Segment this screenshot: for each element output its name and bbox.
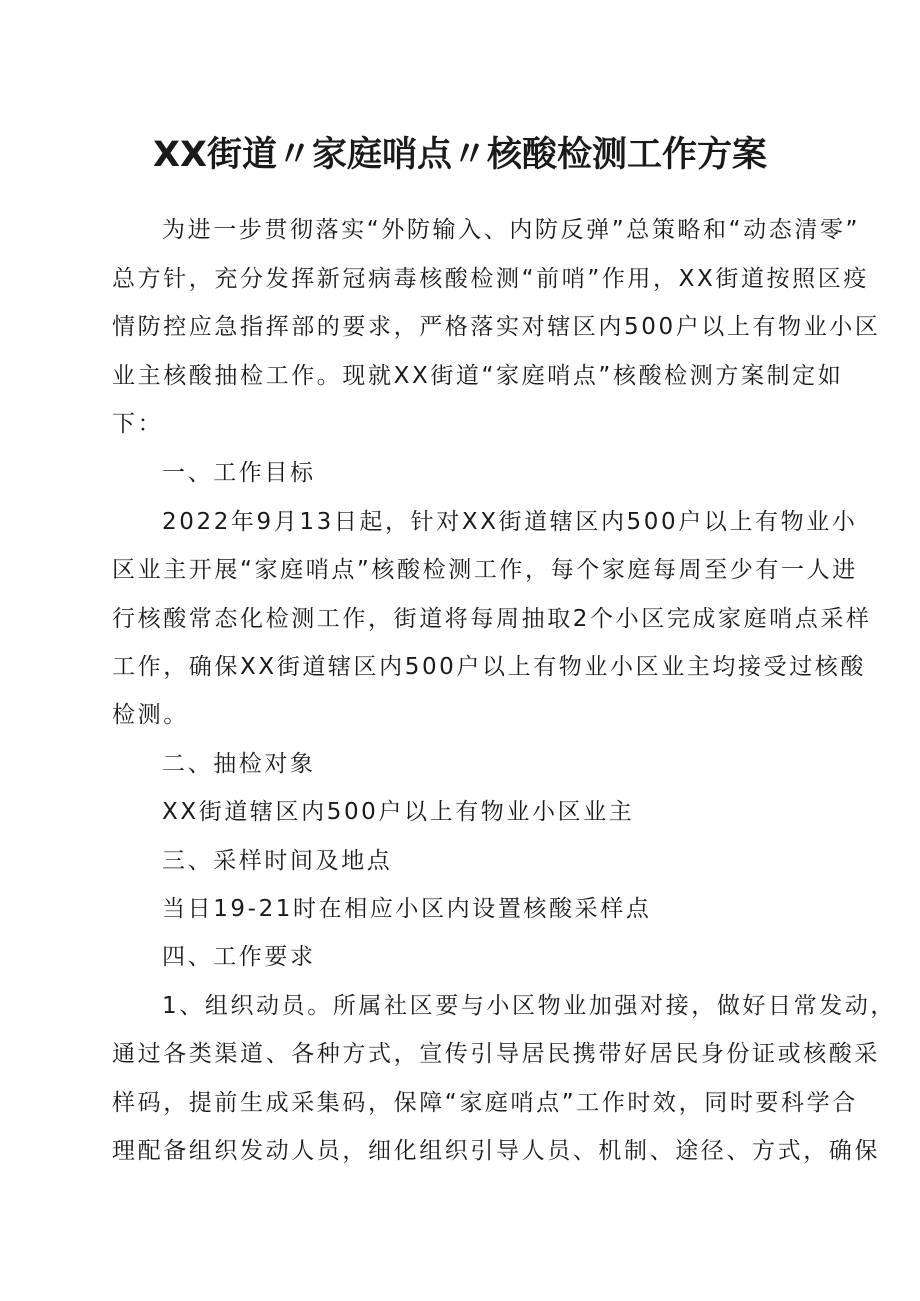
section4-line-2: 通过各类渠道、各种方式，宣传引导居民携带好居民身份证或核酸采 bbox=[112, 1041, 880, 1067]
intro-line-5: 下： bbox=[112, 411, 164, 437]
section1-line-1: 2022年9月13日起，针对XX街道辖区内500户以上有物业小 bbox=[162, 509, 858, 535]
section2-heading: 二、抽检对象 bbox=[162, 751, 316, 777]
section4-line-1: 1、组织动员。所属社区要与小区物业加强对接，做好日常发动， bbox=[162, 993, 897, 1019]
section1-heading: 一、工作目标 bbox=[162, 460, 316, 486]
section4-line-3: 样码，提前生成采集码，保障“家庭哨点”工作时效，同时要科学合 bbox=[112, 1090, 858, 1116]
section4-heading: 四、工作要求 bbox=[162, 944, 316, 970]
intro-line-1: 为进一步贯彻落实“外防输入、内防反弹”总策略和“动态清零” bbox=[162, 217, 861, 243]
section4-line-4: 理配备组织发动人员，细化组织引导人员、机制、途径、方式，确保 bbox=[112, 1138, 880, 1164]
section1-line-5: 检测。 bbox=[112, 702, 189, 728]
section1-line-2: 区业主开展“家庭哨点”核酸检测工作，每个家庭每周至少有一人进 bbox=[112, 557, 858, 583]
section1-line-3: 行核酸常态化检测工作，街道将每周抽取2个小区完成家庭哨点采样 bbox=[112, 606, 872, 632]
document-title: XX街道〃家庭哨点〃核酸检测工作方案 bbox=[153, 135, 767, 175]
intro-line-2: 总方针，充分发挥新冠病毒核酸检测“前哨”作用，XX街道按照区疫 bbox=[112, 266, 869, 292]
section3-text: 当日19-21时在相应小区内设置核酸采样点 bbox=[162, 896, 652, 922]
intro-line-3: 情防控应急指挥部的要求，严格落实对辖区内500户以上有物业小区 bbox=[112, 314, 881, 340]
section1-line-4: 工作，确保XX街道辖区内500户以上有物业小区业主均接受过核酸 bbox=[112, 654, 867, 680]
intro-line-4: 业主核酸抽检工作。现就XX街道“家庭哨点”核酸检测方案制定如 bbox=[112, 363, 844, 389]
section2-text: XX街道辖区内500户以上有物业小区业主 bbox=[162, 799, 635, 825]
section3-heading: 三、采样时间及地点 bbox=[162, 848, 393, 874]
